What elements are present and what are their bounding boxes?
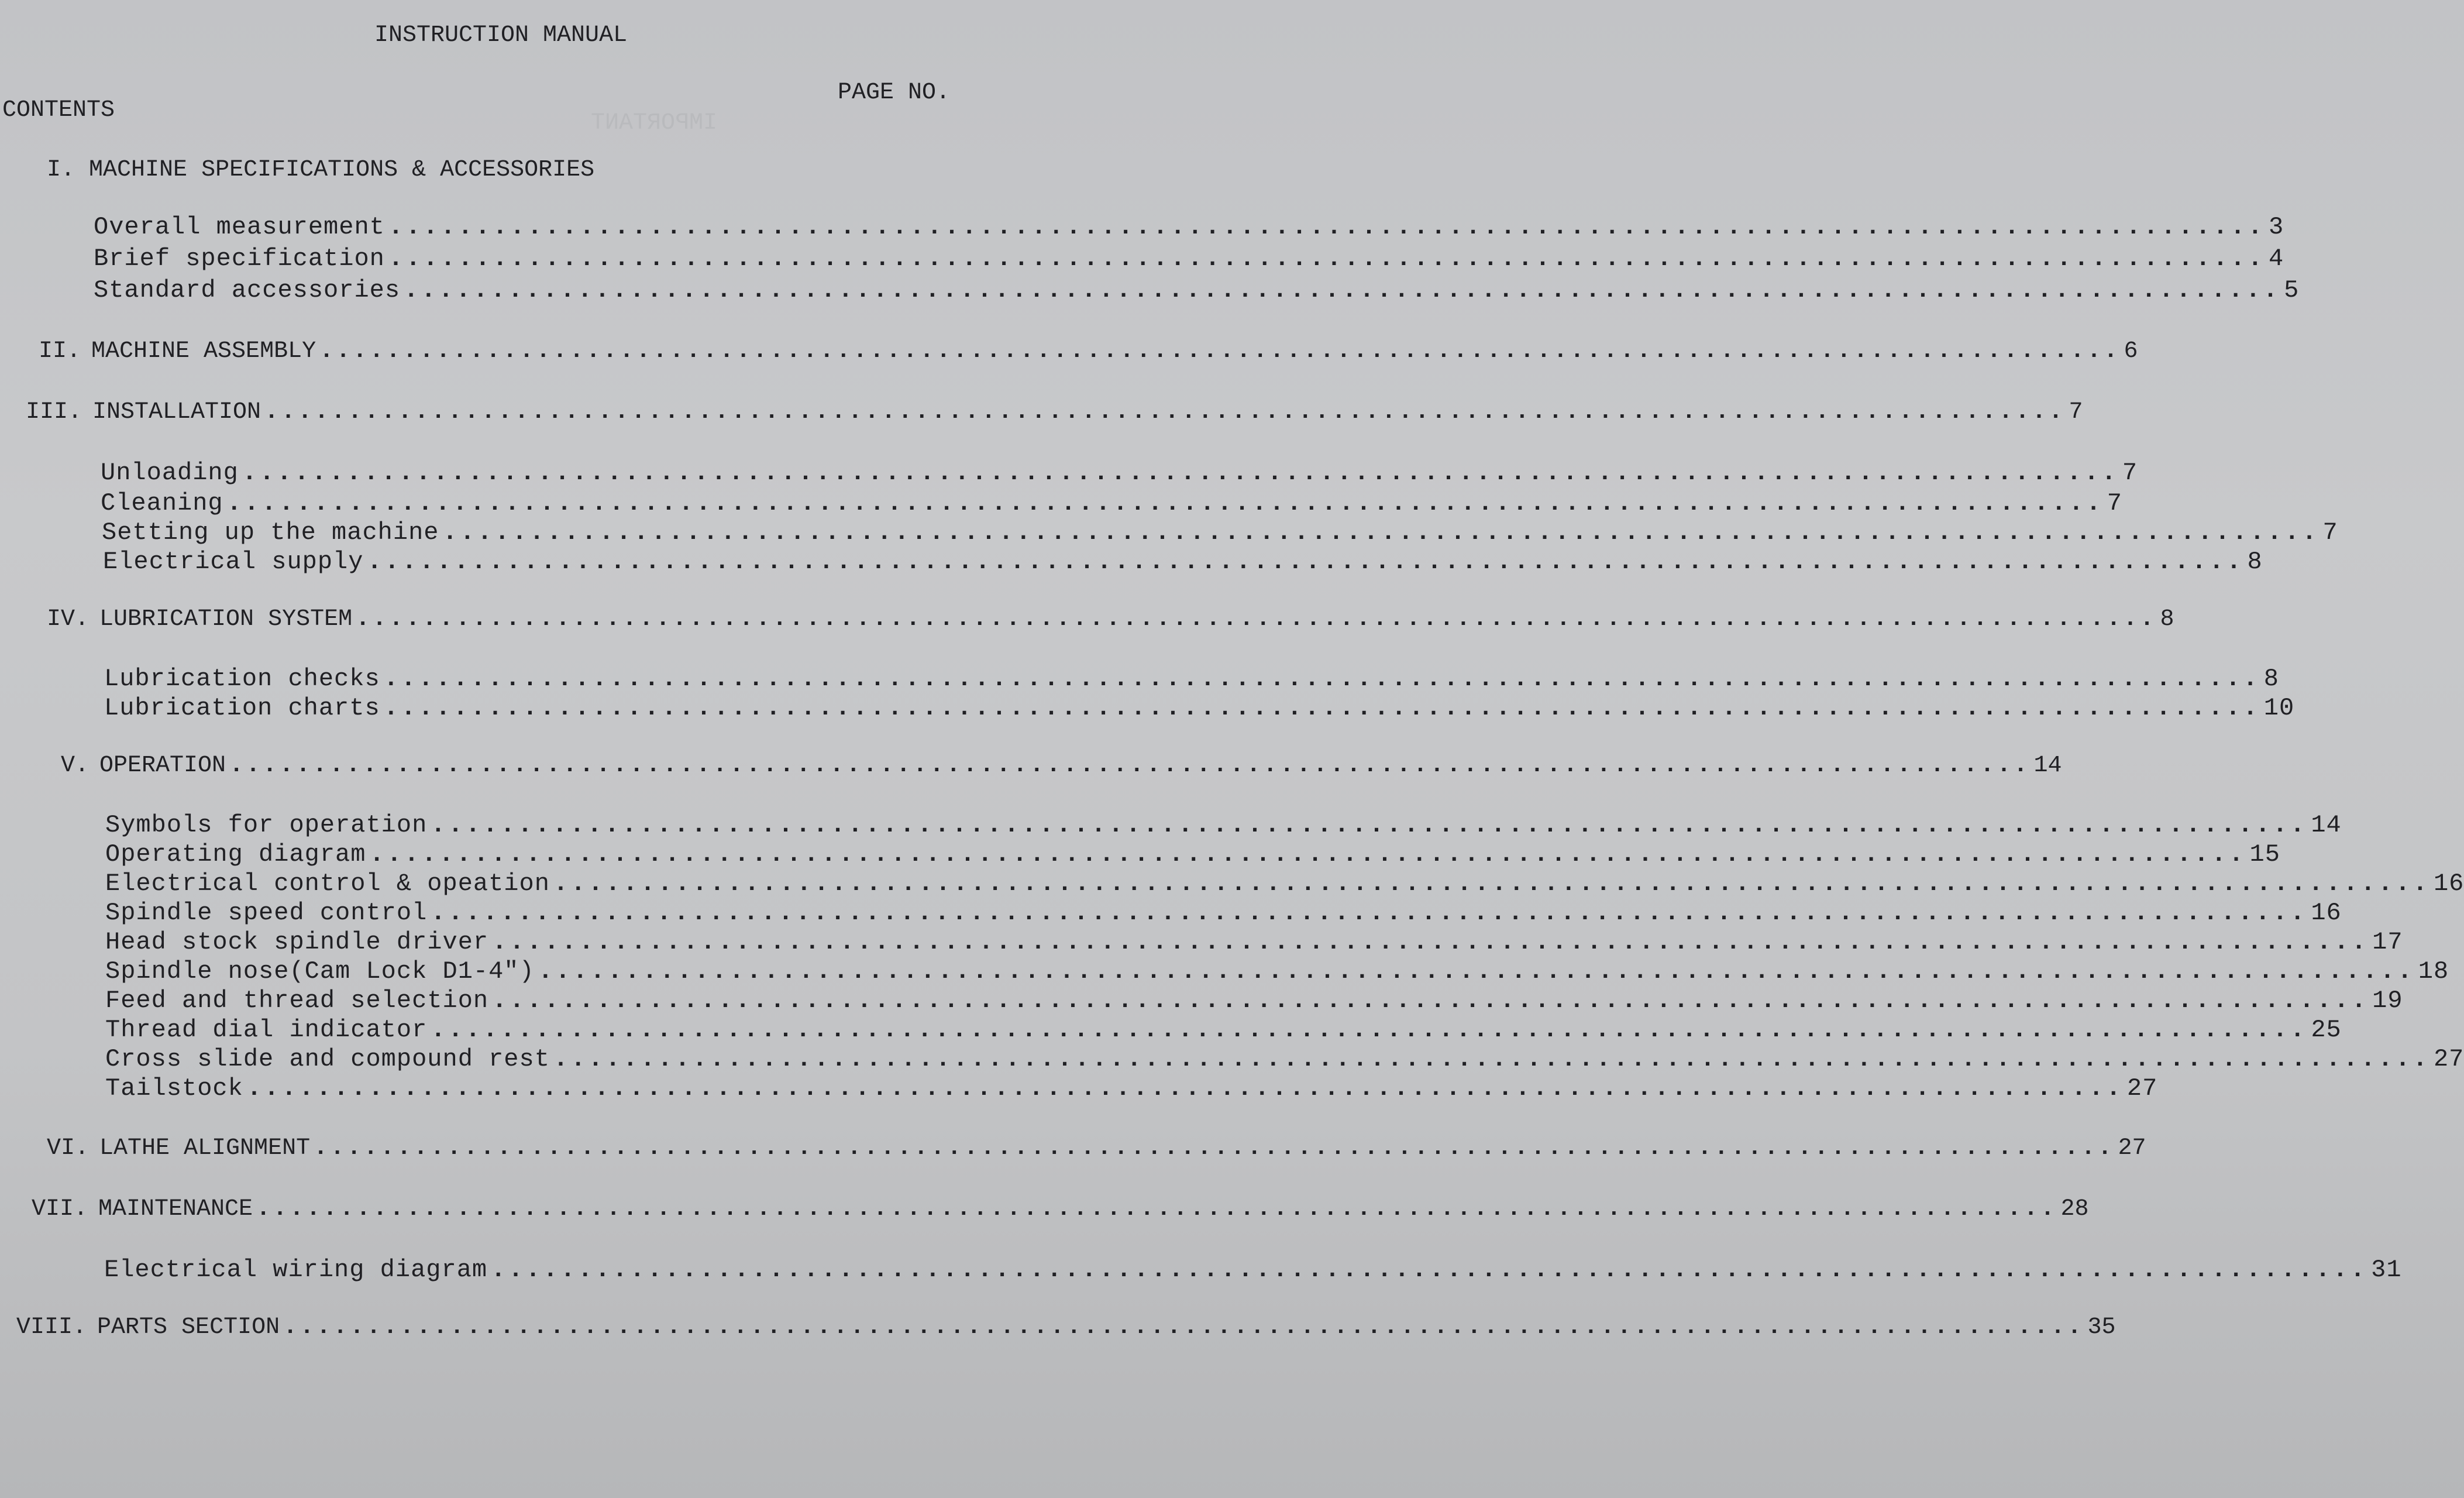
toc-entry-parts-section [16,1314,2116,1341]
toc-entry-page: 8 [2247,548,2263,576]
toc-entry-page: 3 [2268,213,2284,241]
leader-dots: ............................................................................................................ [492,987,2369,1015]
toc-entry-page: 27 [2433,1045,2464,1073]
leader-dots: ............................................................................................................ [538,957,2415,985]
toc-entry-label: Head stock spindle driver [105,928,489,956]
toc-entry-page: 28 [2060,1196,2089,1222]
toc-entry-page: 25 [2311,1016,2342,1044]
toc-entry-page: 27 [2126,1074,2158,1102]
leader-dots: ............................................................................................................ [442,518,2320,547]
section-number: VI. [47,1135,90,1162]
toc-entry-page: 14 [2311,811,2342,839]
section-number: I. [47,157,75,183]
section-heading-1 [47,157,594,183]
toc-entry-page: 16 [2311,899,2342,927]
toc-entry-label: Lubrication checks [104,665,380,693]
toc-entry-standard-accessories [94,276,2300,304]
toc-entry-page: 14 [2033,753,2062,779]
leader-dots: ............................................................................................................ [491,1256,2368,1284]
toc-entry-label: PARTS SECTION [97,1314,280,1341]
toc-entry-page: 7 [2069,399,2083,425]
section-number: III. [26,399,82,425]
section-number: VIII. [16,1314,87,1341]
toc-entry-machine-assembly [39,338,2138,365]
toc-entry-electrical-control [105,870,2464,898]
leader-dots: ............................................................................................................ [431,899,2308,927]
leader-dots: ............................................................................................................ [388,245,2265,273]
toc-entry-label: Operating diagram [105,840,366,868]
leader-dots: ............................................................................................................ [356,606,2157,633]
toc-entry-cleaning [101,489,2122,517]
toc-entry-page: 15 [2249,840,2280,868]
page-number-label: PAGE NO. [838,80,951,106]
toc-entry-setting-up [102,518,2338,547]
toc-entry-label: LATHE ALIGNMENT [99,1135,311,1162]
leader-dots: ............................................................................................................ [314,1135,2115,1162]
toc-entry-page: 7 [2107,489,2122,517]
toc-entry-cross-slide [105,1045,2464,1073]
show-through-text: IMPORTANT [591,110,718,136]
contents-label: CONTENTS [2,97,115,123]
toc-entry-page: 19 [2372,987,2403,1015]
leader-dots: ............................................................................................................ [264,399,2066,425]
leader-dots: ............................................................................................................ [553,870,2430,898]
toc-entry-page: 7 [2122,459,2138,487]
toc-entry-label: Tailstock [105,1074,243,1102]
leader-dots: ............................................................................................................ [404,276,2281,304]
toc-entry-lubrication-charts [104,694,2295,722]
leader-dots: ............................................................................................................ [492,928,2369,956]
toc-entry-page: 8 [2160,606,2174,633]
toc-entry-operating-diagram [105,840,2280,868]
toc-entry-page: 17 [2372,928,2403,956]
toc-entry-page: 8 [2263,665,2279,693]
toc-entry-installation [26,399,2083,425]
leader-dots: ............................................................................................................ [226,489,2104,517]
leader-dots: ............................................................................................................ [246,1074,2124,1102]
toc-entry-page: 27 [2118,1135,2146,1162]
leader-dots: ............................................................................................................ [319,338,2121,365]
toc-entry-label: Lubrication charts [104,694,380,722]
toc-entry-thread-dial [105,1016,2342,1044]
toc-entry-lubrication-checks [104,665,2279,693]
toc-entry-label: Unloading [101,459,239,487]
toc-entry-spindle-speed [105,899,2342,927]
leader-dots: ............................................................................................................ [388,213,2265,241]
section-number: II. [39,338,81,365]
toc-entry-lathe-alignment [47,1135,2146,1162]
leader-dots: ............................................................................................................ [242,459,2119,487]
leader-dots: ............................................................................................................ [229,753,2031,779]
toc-entry-label: Electrical wiring diagram [104,1256,488,1284]
toc-entry-label: Symbols for operation [105,811,428,839]
section-title: MACHINE SPECIFICATIONS & ACCESSORIES [89,157,595,183]
toc-entry-page: 18 [2418,957,2449,985]
toc-entry-label: Brief specification [94,245,385,273]
toc-entry-page: 5 [2284,276,2300,304]
toc-entry-brief-specification [94,245,2284,273]
leader-dots: ............................................................................................................ [283,1314,2084,1341]
toc-entry-page: 4 [2268,245,2284,273]
toc-entry-page: 7 [2322,518,2338,547]
toc-entry-lubrication-system [47,606,2174,633]
toc-entry-head-stock [105,928,2403,956]
toc-entry-label: MACHINE ASSEMBLY [91,338,316,365]
leader-dots: ............................................................................................................ [367,548,2244,576]
toc-entry-page: 16 [2433,870,2464,898]
toc-entry-label: Standard accessories [94,276,401,304]
section-number: V. [61,753,90,779]
toc-entry-wiring-diagram [104,1256,2402,1284]
toc-entry-spindle-nose [105,957,2449,985]
toc-entry-label: Electrical control & opeation [105,870,550,898]
toc-entry-operation [61,753,2062,779]
toc-entry-label: Setting up the machine [102,518,439,547]
toc-entry-label: Feed and thread selection [105,987,489,1015]
toc-entry-label: Cleaning [101,489,223,517]
toc-entry-label: Spindle speed control [105,899,428,927]
toc-entry-unloading [101,459,2138,487]
toc-entry-label: OPERATION [99,753,226,779]
toc-entry-overall-measurement [94,213,2284,241]
section-number: VII. [32,1196,88,1222]
toc-entry-tailstock [105,1074,2158,1102]
toc-entry-page: 35 [2087,1314,2116,1341]
section-number: IV. [47,606,90,633]
toc-entry-symbols [105,811,2342,839]
document-title: INSTRUCTION MANUAL [374,22,628,49]
toc-entry-page: 10 [2263,694,2295,722]
toc-entry-label: INSTALLATION [92,399,261,425]
toc-entry-label: MAINTENANCE [98,1196,253,1222]
toc-entry-maintenance [32,1196,2089,1222]
leader-dots: ............................................................................................................ [383,694,2260,722]
leader-dots: ............................................................................................................ [431,811,2308,839]
toc-entry-label: Thread dial indicator [105,1016,428,1044]
toc-entry-label: Cross slide and compound rest [105,1045,550,1073]
toc-entry-electrical-supply [103,548,2263,576]
toc-entry-feed-thread [105,987,2403,1015]
toc-entry-page: 6 [2124,338,2138,365]
leader-dots: ............................................................................................................ [369,840,2246,868]
leader-dots: ............................................................................................................ [553,1045,2430,1073]
leader-dots: ............................................................................................................ [383,665,2260,693]
toc-entry-label: Electrical supply [103,548,364,576]
leader-dots: ............................................................................................................ [256,1196,2057,1222]
toc-entry-label: Spindle nose(Cam Lock D1-4") [105,957,535,985]
toc-entry-label: LUBRICATION SYSTEM [99,606,353,633]
toc-entry-page: 31 [2371,1256,2402,1284]
leader-dots: ............................................................................................................ [431,1016,2308,1044]
toc-entry-label: Overall measurement [94,213,385,241]
